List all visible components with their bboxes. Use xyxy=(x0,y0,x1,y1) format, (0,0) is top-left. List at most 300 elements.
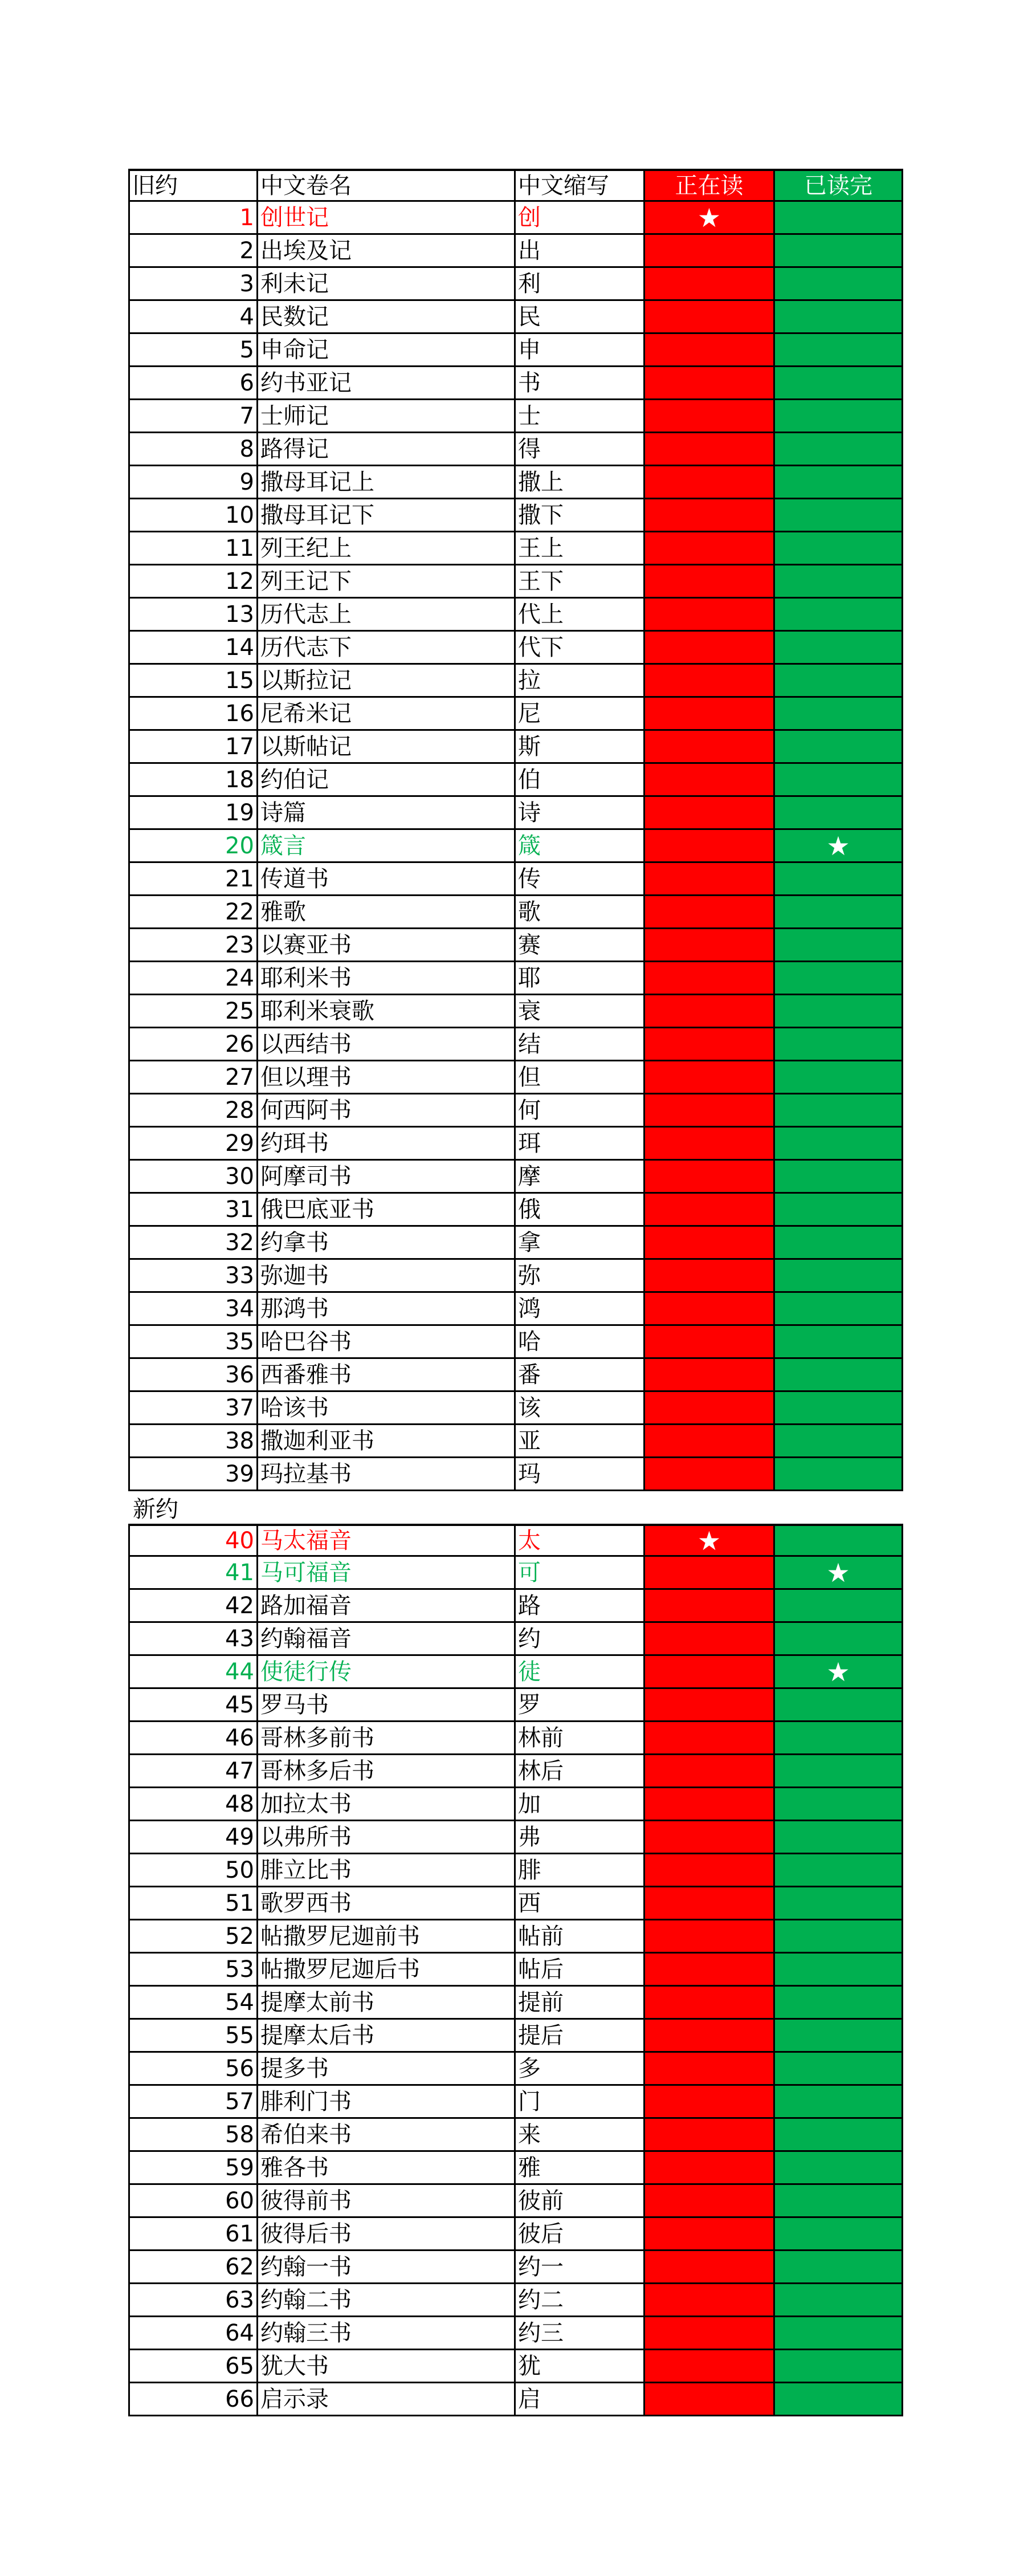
book-number: 40 xyxy=(130,1526,258,1555)
reading-cell[interactable] xyxy=(645,896,775,927)
reading-cell[interactable] xyxy=(645,1854,775,1886)
book-abbr: 歌 xyxy=(516,896,645,927)
finished-cell[interactable] xyxy=(775,1161,901,1192)
book-number: 26 xyxy=(130,1028,258,1060)
book-name: 民数记 xyxy=(258,301,516,332)
finished-cell[interactable] xyxy=(775,1061,901,1093)
reading-cell[interactable] xyxy=(645,995,775,1027)
book-name: 玛拉基书 xyxy=(258,1458,516,1490)
reading-cell[interactable] xyxy=(645,1755,775,1786)
reading-cell[interactable] xyxy=(645,1887,775,1919)
finished-cell[interactable] xyxy=(775,1425,901,1456)
book-row xyxy=(128,1425,903,1458)
book-row xyxy=(128,532,903,565)
reading-cell[interactable] xyxy=(645,1788,775,1820)
finished-cell[interactable] xyxy=(775,235,901,266)
reading-cell[interactable] xyxy=(645,1293,775,1324)
old-testament-table xyxy=(128,169,903,1491)
book-number: 57 xyxy=(130,2086,258,2117)
book-row xyxy=(128,334,903,367)
book-row xyxy=(128,1094,903,1128)
finished-cell[interactable] xyxy=(775,532,901,564)
book-abbr: 弗 xyxy=(516,1821,645,1853)
finished-cell[interactable] xyxy=(775,1788,901,1820)
reading-cell[interactable] xyxy=(645,2251,775,2282)
finished-cell[interactable] xyxy=(775,1887,901,1919)
book-name: 西番雅书 xyxy=(258,1359,516,1390)
book-abbr: 帖后 xyxy=(516,1954,645,1985)
book-abbr: 士 xyxy=(516,400,645,432)
finished-cell[interactable] xyxy=(775,764,901,795)
book-row xyxy=(128,1887,903,1920)
reading-cell[interactable] xyxy=(645,665,775,696)
finished-cell[interactable] xyxy=(775,400,901,432)
book-name: 提多书 xyxy=(258,2053,516,2084)
book-row xyxy=(128,2218,903,2251)
finished-cell[interactable] xyxy=(775,2119,901,2150)
book-name: 约翰三书 xyxy=(258,2317,516,2349)
reading-cell[interactable] xyxy=(645,1954,775,1985)
book-row xyxy=(128,1458,903,1491)
book-abbr: 多 xyxy=(516,2053,645,2084)
reading-cell[interactable] xyxy=(645,2284,775,2315)
book-row xyxy=(128,995,903,1028)
finished-cell[interactable] xyxy=(775,995,901,1027)
book-number: 48 xyxy=(130,1788,258,1820)
finished-cell[interactable] xyxy=(775,2152,901,2183)
reading-cell[interactable] xyxy=(645,1458,775,1490)
book-row xyxy=(128,863,903,896)
book-row xyxy=(128,929,903,962)
reading-cell[interactable] xyxy=(645,1326,775,1357)
finished-cell[interactable] xyxy=(775,1656,901,1687)
finished-cell[interactable] xyxy=(775,632,901,663)
book-row xyxy=(128,1359,903,1392)
book-name: 耶利米书 xyxy=(258,962,516,994)
finished-cell[interactable] xyxy=(775,1920,901,1952)
book-name: 马太福音 xyxy=(258,1526,516,1555)
book-row xyxy=(128,1920,903,1954)
finished-cell[interactable] xyxy=(775,2218,901,2249)
finished-cell[interactable] xyxy=(775,2020,901,2051)
book-abbr: 亚 xyxy=(516,1425,645,1456)
book-name: 加拉太书 xyxy=(258,1788,516,1820)
reading-cell[interactable] xyxy=(645,1359,775,1390)
book-abbr: 利 xyxy=(516,268,645,299)
finished-cell[interactable] xyxy=(775,334,901,365)
finished-cell[interactable] xyxy=(775,731,901,762)
book-number: 58 xyxy=(130,2119,258,2150)
reading-cell[interactable] xyxy=(645,599,775,630)
book-abbr: 代下 xyxy=(516,632,645,663)
book-number: 14 xyxy=(130,632,258,663)
book-number: 22 xyxy=(130,896,258,927)
reading-cell[interactable] xyxy=(645,1161,775,1192)
book-row xyxy=(128,466,903,499)
book-row xyxy=(128,2185,903,2218)
reading-cell[interactable] xyxy=(645,632,775,663)
book-row xyxy=(128,1656,903,1689)
reading-cell[interactable] xyxy=(645,1722,775,1753)
book-number: 15 xyxy=(130,665,258,696)
book-number: 4 xyxy=(130,301,258,332)
reading-cell[interactable] xyxy=(645,2383,775,2415)
book-row xyxy=(128,499,903,532)
book-name: 以弗所书 xyxy=(258,1821,516,1853)
book-abbr: 书 xyxy=(516,367,645,398)
book-abbr: 太 xyxy=(516,1526,645,1555)
book-name: 那鸿书 xyxy=(258,1293,516,1324)
book-name: 约伯记 xyxy=(258,764,516,795)
reading-cell[interactable] xyxy=(645,1128,775,1159)
finished-cell[interactable] xyxy=(775,202,901,233)
finished-cell[interactable] xyxy=(775,2251,901,2282)
reading-cell[interactable] xyxy=(645,1094,775,1126)
book-number: 5 xyxy=(130,334,258,365)
book-row xyxy=(128,1590,903,1623)
book-abbr: 约 xyxy=(516,1623,645,1654)
reading-cell[interactable] xyxy=(645,1557,775,1588)
book-name: 罗马书 xyxy=(258,1689,516,1720)
book-abbr: 何 xyxy=(516,1094,645,1126)
book-row xyxy=(128,1061,903,1094)
book-abbr: 赛 xyxy=(516,929,645,961)
book-name: 雅各书 xyxy=(258,2152,516,2183)
book-number: 12 xyxy=(130,565,258,597)
book-row xyxy=(128,2383,903,2416)
reading-cell[interactable] xyxy=(645,1689,775,1720)
reading-cell[interactable] xyxy=(645,830,775,861)
book-abbr: 斯 xyxy=(516,731,645,762)
book-number: 46 xyxy=(130,1722,258,1753)
book-number: 51 xyxy=(130,1887,258,1919)
finished-cell[interactable] xyxy=(775,1326,901,1357)
reading-cell[interactable] xyxy=(645,400,775,432)
book-row xyxy=(128,896,903,929)
finished-cell[interactable] xyxy=(775,2284,901,2315)
book-row xyxy=(128,367,903,400)
reading-cell[interactable] xyxy=(645,499,775,531)
finished-cell[interactable] xyxy=(775,1392,901,1423)
reading-cell[interactable] xyxy=(645,334,775,365)
book-number: 13 xyxy=(130,599,258,630)
reading-cell[interactable] xyxy=(645,1392,775,1423)
finished-cell[interactable] xyxy=(775,565,901,597)
finished-cell[interactable] xyxy=(775,1854,901,1886)
book-number: 37 xyxy=(130,1392,258,1423)
reading-cell[interactable] xyxy=(645,268,775,299)
new-testament-label: 新约 xyxy=(133,1496,178,1523)
finished-cell[interactable] xyxy=(775,2053,901,2084)
finished-cell[interactable] xyxy=(775,962,901,994)
book-abbr: 约二 xyxy=(516,2284,645,2315)
book-number: 52 xyxy=(130,1920,258,1952)
book-abbr: 犹 xyxy=(516,2350,645,2382)
reading-cell[interactable] xyxy=(645,2086,775,2117)
header-finished xyxy=(775,171,901,200)
book-number: 59 xyxy=(130,2152,258,2183)
finished-cell[interactable] xyxy=(775,499,901,531)
book-abbr: 雅 xyxy=(516,2152,645,2183)
reading-cell[interactable] xyxy=(645,1227,775,1258)
finished-cell[interactable] xyxy=(775,665,901,696)
book-abbr: 出 xyxy=(516,235,645,266)
reading-cell[interactable] xyxy=(645,2119,775,2150)
star-icon: ★ xyxy=(826,830,850,861)
reading-cell[interactable] xyxy=(645,301,775,332)
reading-cell[interactable] xyxy=(645,1425,775,1456)
finished-cell[interactable] xyxy=(775,698,901,729)
finished-cell[interactable] xyxy=(775,1260,901,1291)
book-row xyxy=(128,1689,903,1722)
finished-cell[interactable] xyxy=(775,1128,901,1159)
book-number: 50 xyxy=(130,1854,258,1886)
reading-cell[interactable] xyxy=(645,929,775,961)
reading-cell[interactable] xyxy=(645,2185,775,2216)
reading-cell[interactable] xyxy=(645,1821,775,1853)
reading-cell[interactable] xyxy=(645,1590,775,1621)
book-abbr: 传 xyxy=(516,863,645,894)
finished-cell[interactable] xyxy=(775,1954,901,1985)
book-name: 彼得前书 xyxy=(258,2185,516,2216)
reading-cell[interactable] xyxy=(645,863,775,894)
book-number: 10 xyxy=(130,499,258,531)
book-name: 帖撒罗尼迦前书 xyxy=(258,1920,516,1952)
reading-cell[interactable] xyxy=(645,1061,775,1093)
reading-cell[interactable] xyxy=(645,1920,775,1952)
finished-cell[interactable] xyxy=(775,2350,901,2382)
book-number: 28 xyxy=(130,1094,258,1126)
reading-cell[interactable] xyxy=(645,367,775,398)
finished-cell[interactable] xyxy=(775,797,901,828)
finished-cell[interactable] xyxy=(775,2185,901,2216)
book-number: 47 xyxy=(130,1755,258,1786)
finished-cell[interactable] xyxy=(775,1987,901,2018)
book-row xyxy=(128,731,903,764)
book-number: 18 xyxy=(130,764,258,795)
book-abbr: 创 xyxy=(516,202,645,233)
book-row xyxy=(128,2284,903,2317)
book-row xyxy=(128,1987,903,2020)
book-number: 32 xyxy=(130,1227,258,1258)
book-row xyxy=(128,2350,903,2383)
book-abbr: 申 xyxy=(516,334,645,365)
book-name: 犹大书 xyxy=(258,2350,516,2382)
book-name: 出埃及记 xyxy=(258,235,516,266)
book-number: 25 xyxy=(130,995,258,1027)
book-row xyxy=(128,1260,903,1293)
finished-cell[interactable] xyxy=(775,1293,901,1324)
book-row xyxy=(128,2053,903,2086)
finished-cell[interactable] xyxy=(775,1194,901,1225)
reading-cell[interactable] xyxy=(645,2350,775,2382)
reading-cell[interactable] xyxy=(645,1526,775,1555)
book-number: 23 xyxy=(130,929,258,961)
book-number: 53 xyxy=(130,1954,258,1985)
reading-cell[interactable] xyxy=(645,1028,775,1060)
book-abbr: 珥 xyxy=(516,1128,645,1159)
finished-cell[interactable] xyxy=(775,466,901,498)
book-name: 撒母耳记下 xyxy=(258,499,516,531)
book-abbr: 该 xyxy=(516,1392,645,1423)
book-row xyxy=(128,1392,903,1425)
book-abbr: 提前 xyxy=(516,1987,645,2018)
book-name: 利未记 xyxy=(258,268,516,299)
book-row xyxy=(128,1326,903,1359)
finished-cell[interactable] xyxy=(775,1755,901,1786)
book-name: 路加福音 xyxy=(258,1590,516,1621)
book-number: 63 xyxy=(130,2284,258,2315)
reading-cell[interactable] xyxy=(645,698,775,729)
book-row xyxy=(128,632,903,665)
book-number: 56 xyxy=(130,2053,258,2084)
book-row xyxy=(128,1128,903,1161)
book-number: 36 xyxy=(130,1359,258,1390)
reading-cell[interactable] xyxy=(645,532,775,564)
book-name: 箴言 xyxy=(258,830,516,861)
reading-cell[interactable] xyxy=(645,797,775,828)
reading-cell[interactable] xyxy=(645,764,775,795)
book-row xyxy=(128,830,903,863)
reading-cell[interactable] xyxy=(645,466,775,498)
book-abbr: 摩 xyxy=(516,1161,645,1192)
book-name: 启示录 xyxy=(258,2383,516,2415)
book-row xyxy=(128,301,903,334)
book-abbr: 林后 xyxy=(516,1755,645,1786)
finished-cell[interactable] xyxy=(775,1458,901,1490)
book-row xyxy=(128,268,903,301)
reading-cell[interactable] xyxy=(645,2152,775,2183)
book-name: 雅歌 xyxy=(258,896,516,927)
reading-cell[interactable] xyxy=(645,1260,775,1291)
book-abbr: 拉 xyxy=(516,665,645,696)
book-row xyxy=(128,202,903,235)
finished-cell[interactable] xyxy=(775,2086,901,2117)
reading-cell[interactable] xyxy=(645,731,775,762)
star-icon: ★ xyxy=(697,1526,721,1555)
book-name: 传道书 xyxy=(258,863,516,894)
book-name: 申命记 xyxy=(258,334,516,365)
finished-cell[interactable] xyxy=(775,599,901,630)
finished-cell[interactable] xyxy=(775,1094,901,1126)
book-abbr: 拿 xyxy=(516,1227,645,1258)
finished-cell[interactable] xyxy=(775,2383,901,2415)
book-name: 列王纪上 xyxy=(258,532,516,564)
book-abbr: 箴 xyxy=(516,830,645,861)
reading-cell[interactable] xyxy=(645,962,775,994)
book-abbr: 约三 xyxy=(516,2317,645,2349)
book-name: 哈该书 xyxy=(258,1392,516,1423)
finished-cell[interactable] xyxy=(775,929,901,961)
finished-cell[interactable] xyxy=(775,1623,901,1654)
finished-cell[interactable] xyxy=(775,1227,901,1258)
finished-cell[interactable] xyxy=(775,433,901,465)
finished-cell[interactable] xyxy=(775,1028,901,1060)
book-name: 腓立比书 xyxy=(258,1854,516,1886)
finished-cell[interactable] xyxy=(775,367,901,398)
book-abbr: 衰 xyxy=(516,995,645,1027)
book-row xyxy=(128,2086,903,2119)
reading-cell[interactable] xyxy=(645,565,775,597)
book-abbr: 王下 xyxy=(516,565,645,597)
book-row xyxy=(128,433,903,466)
book-abbr: 王上 xyxy=(516,532,645,564)
book-number: 42 xyxy=(130,1590,258,1621)
finished-cell[interactable] xyxy=(775,1689,901,1720)
book-name: 何西阿书 xyxy=(258,1094,516,1126)
reading-cell[interactable] xyxy=(645,235,775,266)
reading-cell[interactable] xyxy=(645,202,775,233)
book-name: 使徒行传 xyxy=(258,1656,516,1687)
finished-cell[interactable] xyxy=(775,1590,901,1621)
reading-cell[interactable] xyxy=(645,2317,775,2349)
finished-cell[interactable] xyxy=(775,1722,901,1753)
finished-cell[interactable] xyxy=(775,301,901,332)
finished-cell[interactable] xyxy=(775,2317,901,2349)
book-name: 哥林多前书 xyxy=(258,1722,516,1753)
book-number: 30 xyxy=(130,1161,258,1192)
finished-cell[interactable] xyxy=(775,268,901,299)
book-number: 44 xyxy=(130,1656,258,1687)
reading-cell[interactable] xyxy=(645,2053,775,2084)
book-abbr: 来 xyxy=(516,2119,645,2150)
reading-cell[interactable] xyxy=(645,2020,775,2051)
book-row xyxy=(128,1227,903,1260)
book-row xyxy=(128,797,903,830)
book-number: 39 xyxy=(130,1458,258,1490)
reading-cell[interactable] xyxy=(645,433,775,465)
finished-cell[interactable] xyxy=(775,1526,901,1555)
book-name: 腓利门书 xyxy=(258,2086,516,2117)
book-name: 阿摩司书 xyxy=(258,1161,516,1192)
finished-cell[interactable] xyxy=(775,830,901,861)
book-name: 以斯帖记 xyxy=(258,731,516,762)
book-abbr: 尼 xyxy=(516,698,645,729)
finished-cell[interactable] xyxy=(775,896,901,927)
star-icon: ★ xyxy=(697,202,721,233)
book-row xyxy=(128,565,903,599)
reading-cell[interactable] xyxy=(645,1623,775,1654)
book-number: 3 xyxy=(130,268,258,299)
book-name: 约翰一书 xyxy=(258,2251,516,2282)
book-name: 约翰福音 xyxy=(258,1623,516,1654)
book-row xyxy=(128,2020,903,2053)
book-row xyxy=(128,1954,903,1987)
book-row xyxy=(128,1788,903,1821)
book-name: 马可福音 xyxy=(258,1557,516,1588)
book-row xyxy=(128,1028,903,1061)
header-row xyxy=(128,169,903,202)
finished-cell[interactable] xyxy=(775,863,901,894)
finished-cell[interactable] xyxy=(775,1359,901,1390)
book-number: 45 xyxy=(130,1689,258,1720)
book-abbr: 结 xyxy=(516,1028,645,1060)
book-abbr: 罗 xyxy=(516,1689,645,1720)
book-row xyxy=(128,1194,903,1227)
finished-cell[interactable] xyxy=(775,1557,901,1588)
book-number: 27 xyxy=(130,1061,258,1093)
reading-cell[interactable] xyxy=(645,1656,775,1687)
book-name: 以西结书 xyxy=(258,1028,516,1060)
book-number: 34 xyxy=(130,1293,258,1324)
reading-cell[interactable] xyxy=(645,1194,775,1225)
finished-cell[interactable] xyxy=(775,1821,901,1853)
reading-cell[interactable] xyxy=(645,2218,775,2249)
book-number: 65 xyxy=(130,2350,258,2382)
book-row xyxy=(128,1854,903,1887)
reading-cell[interactable] xyxy=(645,1987,775,2018)
book-number: 64 xyxy=(130,2317,258,2349)
